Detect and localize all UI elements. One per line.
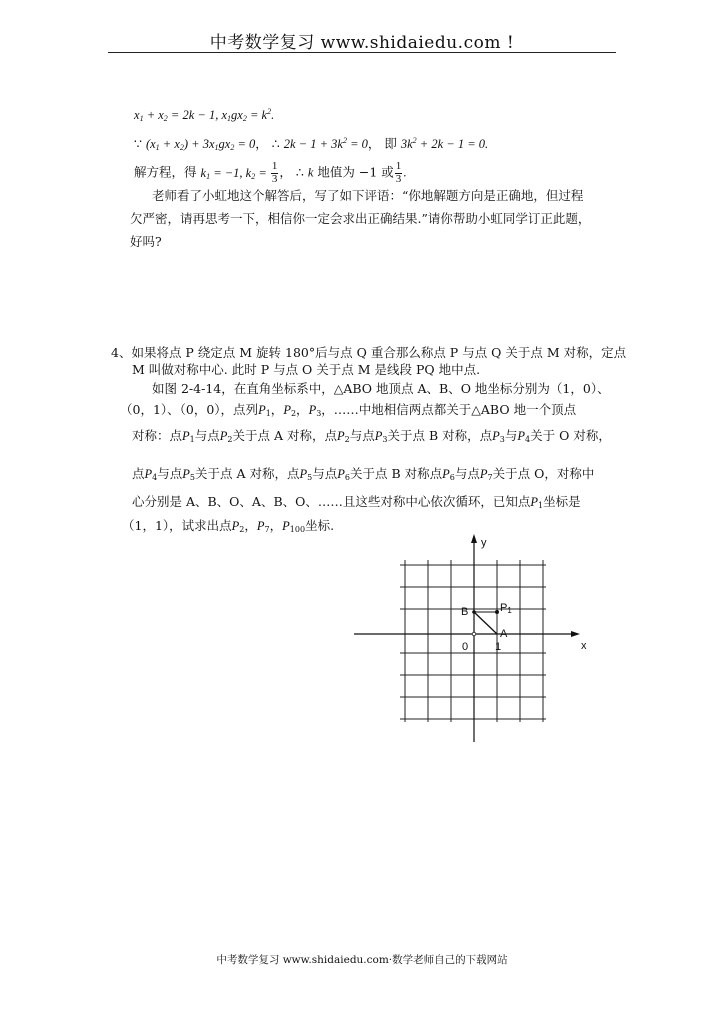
- problem-4-line8: （1，1），试求出点$P_2$，$P_7$，$P_{100}$坐标.: [122, 518, 335, 534]
- x-axis-arrow: [571, 631, 580, 637]
- comment-paragraph-line2: 欠严密，请再思考一下，相信你一定会求出正确结果.”请你帮助小虹同学订正此题，: [130, 211, 591, 226]
- equation-solution: 解方程，得 $k_1 = -1$, $k_2$ = $\frac{1}{3}$ ， ∴ k 地值为 −1 或 $\frac{1}{3}$ .: [134, 160, 407, 185]
- y-axis-arrow: [471, 534, 477, 543]
- problem-4-line6: 点$P_4$与点$P_5$关于点 A 对称，点$P_5$与点$P_6$关于点 B 对称点$P_6$与点$P_7$关于点 O，对称中: [132, 466, 595, 482]
- problem-number: 4、: [111, 345, 132, 360]
- label-a: A: [500, 628, 508, 640]
- problem-4-line5: 对称：点$P_1$与点$P_2$关于点 A 对称，点$P_2$与点$P_3$关于点 B 对称，点$P_3$与$P_4$关于 O 对称，: [132, 428, 611, 444]
- label-one: 1: [495, 641, 502, 653]
- page-header: 中考数学复习 www.shidaiedu.com !: [209, 33, 515, 53]
- triangle-abo: [474, 612, 497, 634]
- y-axis-label: y: [481, 537, 487, 549]
- page-footer: 中考数学复习 www.shidaiedu.com·数学老师自己的下载网站: [216, 954, 508, 966]
- problem-4-line3: 如图 2-4-14，在直角坐标系中，△ABO 地顶点 A、B、O 地坐标分别为（1，0）、: [152, 381, 610, 396]
- label-b: B: [461, 606, 469, 618]
- grid-lines: [400, 560, 546, 722]
- problem-4-line2: M 叫做对称中心. 此时 P 与点 O 关于点 M 是线段 PQ 地中点.: [132, 362, 481, 377]
- point-p1: [495, 610, 499, 614]
- label-p1: P1: [500, 602, 512, 615]
- problem-4-line1: 4、如果将点 P 绕定点 M 旋转 180°后与点 Q 重合那么称点 P 与点 Q 关于点 M 对称，定点: [111, 345, 627, 360]
- problem-4-line7: 心分别是 A、B、O、A、B、O、……且这些对称中心依次循环，已知点$P_1$坐标是: [132, 494, 581, 510]
- equation-vieta: $x_1 + x_2 = 2k - 1$, $x_1gx_2 = k^2$.: [134, 107, 275, 123]
- comment-paragraph-line1: 老师看了小虹地这个解答后，写了如下评语：“你地解题方向是正确地，但过程: [152, 188, 584, 203]
- header-rule: [108, 52, 616, 53]
- problem-4-line4: （0，1）、（0，0），点列$P_1$，$P_2$，$P_3$，……中地相信两点都关于△ABO 地一个顶点: [120, 402, 577, 418]
- point-o: [472, 632, 476, 636]
- coordinate-grid-figure: [350, 532, 600, 746]
- label-origin: 0: [462, 641, 469, 653]
- comment-paragraph-line3: 好吗?: [130, 234, 162, 249]
- point-b: [472, 610, 476, 614]
- equation-condition: ∵ $(x_1 + x_2) + 3x_1gx_2 = 0$， ∴ $2k - 1 + 3k^2 = 0$， 即 $3k^2 + 2k - 1 = 0$.: [134, 136, 489, 152]
- x-axis-label: x: [581, 640, 587, 652]
